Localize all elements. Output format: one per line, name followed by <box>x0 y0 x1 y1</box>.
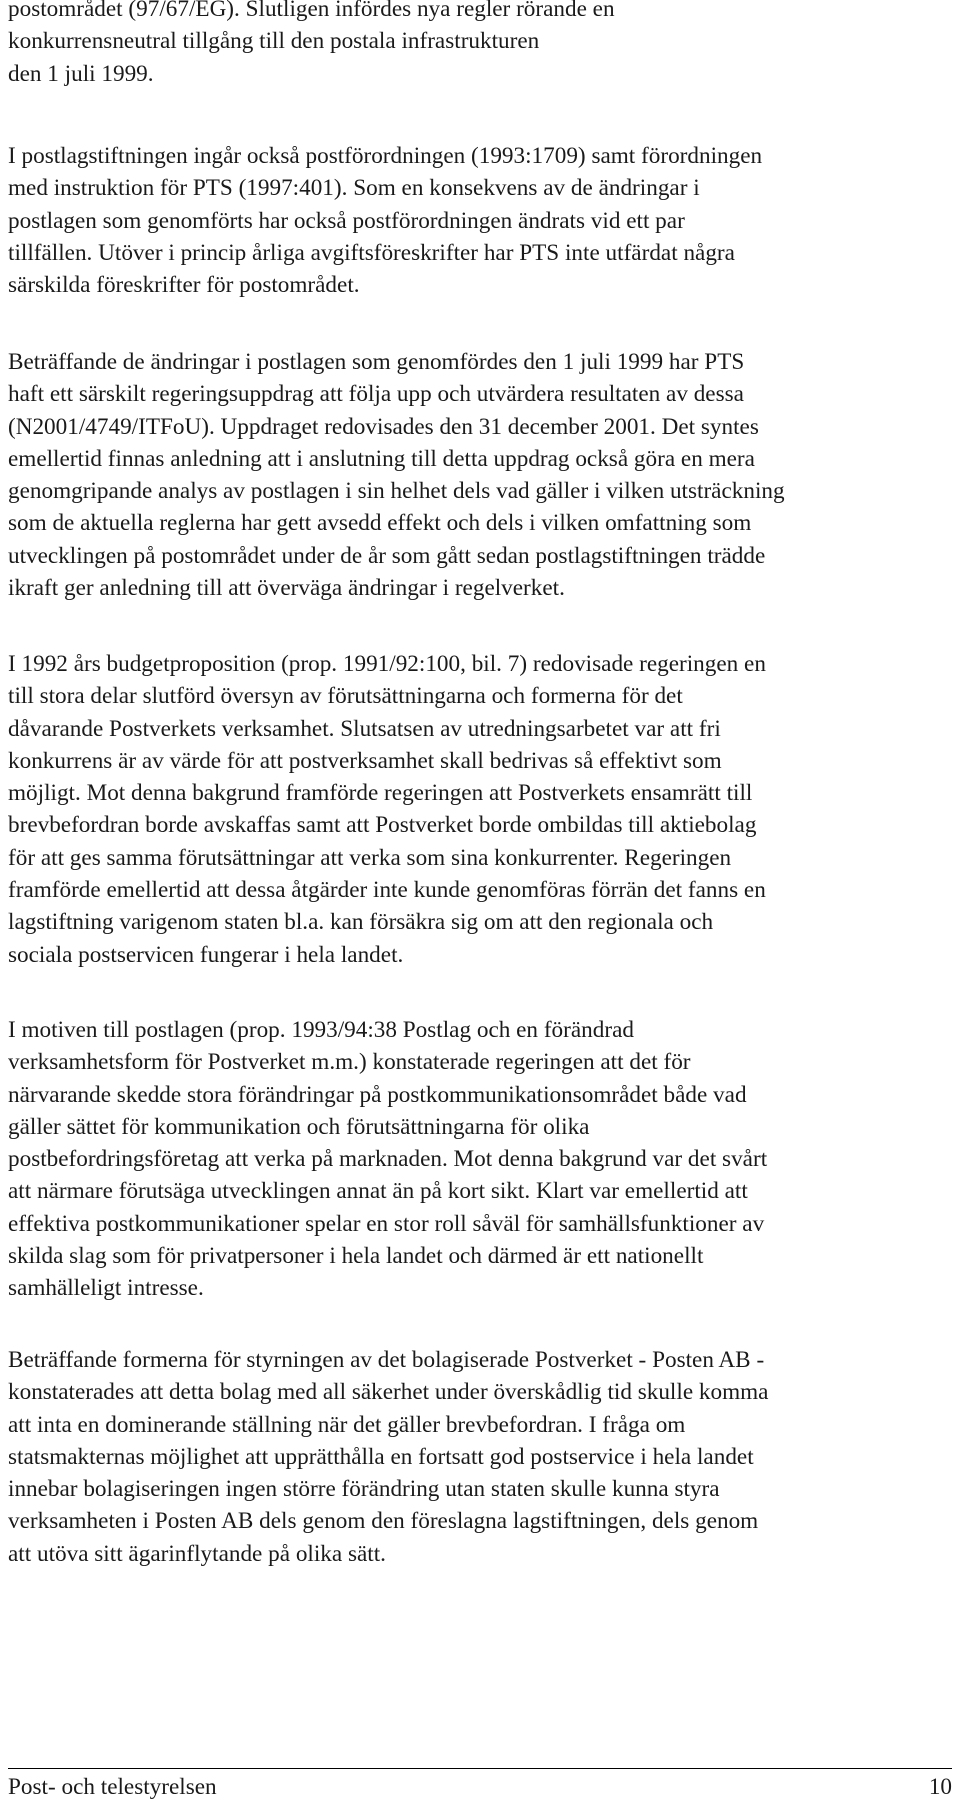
text-line: framförde emellertid att dessa åtgärder inte kunde genomföras förrän det fanns en <box>8 877 766 904</box>
text-line: effektiva postkommunikationer spelar en stor roll såväl för samhällsfunktioner av <box>8 1210 765 1237</box>
text-line: postområdet (97/67/EG). Slutligen infördes nya regler rörande en <box>8 0 615 22</box>
text-line: som de aktuella reglerna har gett avsedd effekt och dels i vilken omfattning som <box>8 510 752 537</box>
text-line: samhälleligt intresse. <box>8 1275 204 1302</box>
text-line: statsmakternas möjlighet att upprätthålla en fortsatt god postservice i hela landet <box>8 1443 754 1470</box>
paragraph <box>8 0 615 90</box>
text-line: verksamhetsform för Postverket m.m.) konstaterade regeringen att det för <box>8 1049 691 1076</box>
text-line: möjligt. Mot denna bakgrund framförde regeringen att Postverkets ensamrätt till <box>8 780 753 807</box>
text-line: till stora delar slutförd översyn av förutsättningarna och formerna för det <box>8 683 683 710</box>
paragraph <box>8 346 785 604</box>
text-line: verksamheten i Posten AB dels genom den föreslagna lagstiftningen, dels genom <box>8 1508 759 1535</box>
text-line: att utöva sitt ägarinflytande på olika sätt. <box>8 1540 386 1567</box>
paragraph <box>8 140 762 301</box>
paragraph <box>8 648 766 971</box>
text-line: dåvarande Postverkets verksamhet. Slutsatsen av utredningsarbetet var att fri <box>8 715 721 742</box>
text-line: särskilda föreskrifter för postområdet. <box>8 272 360 299</box>
footer-organization: Post- och telestyrelsen <box>8 1774 217 1800</box>
text-line: utvecklingen på postområdet under de år som gått sedan postlagstiftningen trädde <box>8 542 766 569</box>
text-line: närvarande skedde stora förändringar på postkommunikationsområdet både vad <box>8 1081 747 1108</box>
text-line: gäller sättet för kommunikation och förutsättningarna för olika <box>8 1113 590 1140</box>
text-line: Beträffande formerna för styrningen av det bolagiserade Postverket - Posten AB - <box>8 1347 765 1373</box>
text-line: konstaterades att detta bolag med all säkerhet under överskådlig tid skulle komma <box>8 1379 769 1406</box>
paragraph <box>8 1344 768 1570</box>
text-line: I postlagstiftningen ingår också postförordningen (1993:1709) samt förordningen <box>8 143 763 169</box>
text-line: I 1992 års budgetproposition (prop. 1991/92:100, bil. 7) redovisade regeringen en <box>8 651 766 677</box>
text-line: emellertid finnas anledning att i anslutning till detta uppdrag också göra en mera <box>8 445 755 472</box>
text-line: I motiven till postlagen (prop. 1993/94:38 Postlag och en förändrad <box>8 1017 634 1043</box>
text-line: lagstiftning varigenom staten bl.a. kan försäkra sig om att den regionala och <box>8 909 714 936</box>
text-line: med instruktion för PTS (1997:401). Som en konsekvens av de ändringar i <box>8 175 700 202</box>
text-line: innebar bolagiseringen ingen större förändring utan staten skulle kunna styra <box>8 1476 720 1503</box>
footer-divider <box>8 1768 952 1769</box>
text-line: (N2001/4749/ITFoU). Uppdraget redovisades den 31 december 2001. Det syntes <box>8 413 759 440</box>
text-line: konkurrensneutral tillgång till den postala infrastrukturen <box>8 28 540 55</box>
text-line: brevbefordran borde avskaffas samt att Postverket borde ombildas till aktiebolag <box>8 812 757 839</box>
paragraph <box>8 1014 767 1305</box>
text-line: för att ges samma förutsättningar att verka som sina konkurrenter. Regeringen <box>8 844 732 871</box>
text-line: att inta en dominerande ställning när det gäller brevbefordran. I fråga om <box>8 1411 686 1438</box>
text-line: tillfällen. Utöver i princip årliga avgiftsföreskrifter har PTS inte utfärdat några <box>8 239 735 266</box>
text-line: postbefordringsföretag att verka på marknaden. Mot denna bakgrund var det svårt <box>8 1146 768 1173</box>
text-line: genomgripande analys av postlagen i sin helhet dels vad gäller i vilken utsträckning <box>8 478 785 505</box>
text-line: haft ett särskilt regeringsuppdrag att följa upp och utvärdera resultaten av dessa <box>8 381 744 408</box>
text-line: Beträffande de ändringar i postlagen som genomfördes den 1 juli 1999 har PTS <box>8 349 745 375</box>
text-line: att närmare förutsäga utvecklingen annat än på kort sikt. Klart var emellertid att <box>8 1178 748 1205</box>
text-line: postlagen som genomförts har också postförordningen ändrats vid ett par <box>8 207 685 234</box>
text-line: konkurrens är av värde för att postverksamhet skall bedrivas så effektivt som <box>8 747 722 774</box>
page-number: 10 <box>928 1774 952 1800</box>
text-line: den 1 juli 1999. <box>8 60 154 87</box>
text-line: sociala postservicen fungerar i hela landet. <box>8 941 404 968</box>
text-line: skilda slag som för privatpersoner i hela landet och därmed är ett nationellt <box>8 1243 704 1270</box>
text-line: ikraft ger anledning till att överväga ändringar i regelverket. <box>8 575 565 602</box>
